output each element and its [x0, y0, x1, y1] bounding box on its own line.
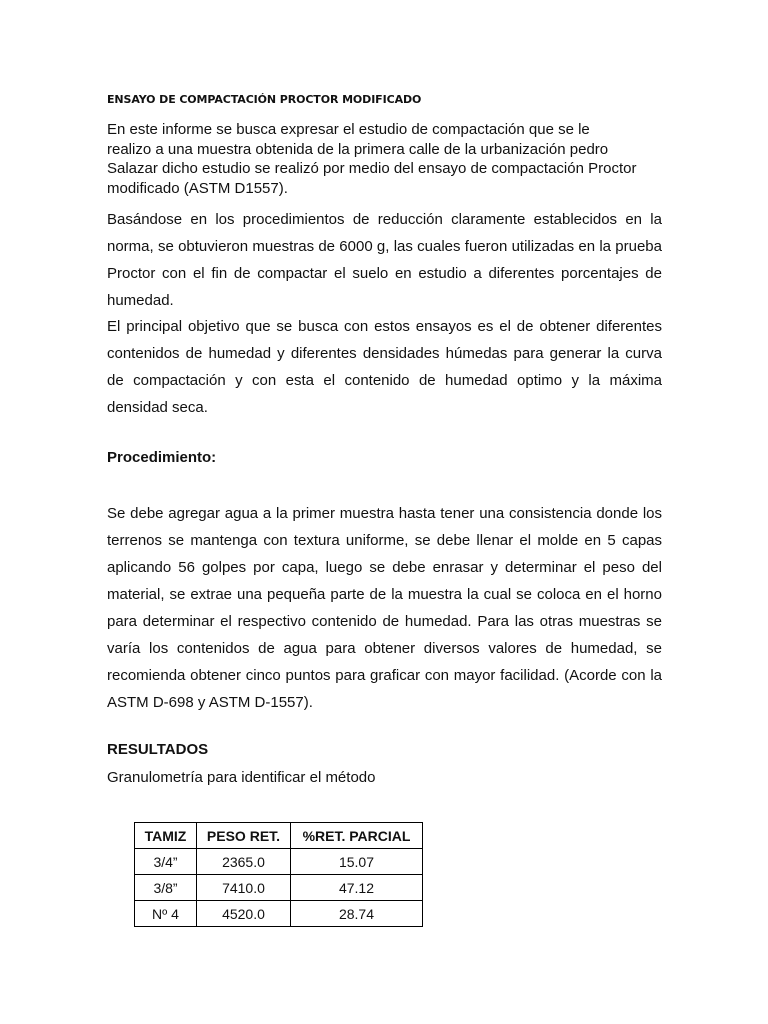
granulometry-table	[134, 822, 423, 927]
cell-peso-ret: 7410.0	[197, 875, 291, 901]
results-heading: RESULTADOS	[107, 741, 209, 758]
table-row	[135, 901, 423, 927]
header-peso-ret: PESO RET.	[197, 823, 291, 849]
results-subtitle: Granulometría para identificar el método	[107, 769, 376, 786]
cell-peso-ret: 4520.0	[197, 901, 291, 927]
cell-peso-ret: 2365.0	[197, 849, 291, 875]
sampling-paragraph: Basándose en los procedimientos de reducción claramente establecidos en la norma, se obtuvieron muestras de 6000 g, las cuales fueron utilizadas en la prueba Proctor con el fin de compactar el suelo en estudio a diferentes porcentajes de humedad.	[107, 211, 662, 309]
table-row	[135, 875, 423, 901]
cell-tamiz: Nº 4	[135, 901, 197, 927]
document-title: ENSAYO DE COMPACTACIÓN PROCTOR MODIFICADO	[107, 93, 422, 106]
header-ret-parcial: %RET. PARCIAL	[291, 823, 423, 849]
cell-tamiz: 3/8”	[135, 875, 197, 901]
header-tamiz: TAMIZ	[135, 823, 197, 849]
cell-ret-parcial: 28.74	[291, 901, 423, 927]
objective-paragraph: El principal objetivo que se busca con estos ensayos es el de obtener diferentes contenidos de humedad y diferentes densidades húmedas para generar la curva de compactación y con esta el contenido de humedad optimo y la máxima densidad seca.	[107, 318, 662, 416]
table-row	[135, 849, 423, 875]
procedure-paragraph: Se debe agregar agua a la primer muestra hasta tener una consistencia donde los terrenos se mantenga con textura uniforme, se debe llenar el molde en 5 capas aplicando 56 golpes por capa, luego se debe enrasar y determinar el peso del material, se extrae una pequeña parte de la muestra la cual se coloca en el horno para determinar el respectivo contenido de humedad. Para las otras muestras se varía los contenidos de agua para obtener diversos valores de humedad, se recomienda obtener cinco puntos para graficar con mayor facilidad. (Acorde con la ASTM D-698 y ASTM D-1557).	[107, 505, 662, 711]
cell-ret-parcial: 15.07	[291, 849, 423, 875]
procedure-heading: Procedimiento:	[107, 449, 217, 466]
cell-ret-parcial: 47.12	[291, 875, 423, 901]
intro-paragraph: En este informe se busca expresar el estudio de compactación que se le realizo a una muestra obtenida de la primera calle de la urbanización pedro Salazar dicho estudio se realizó por medio del ensayo de compactación Proctor modificado (ASTM D1557).	[107, 121, 637, 197]
cell-tamiz: 3/4”	[135, 849, 197, 875]
table-header-row	[135, 823, 423, 849]
